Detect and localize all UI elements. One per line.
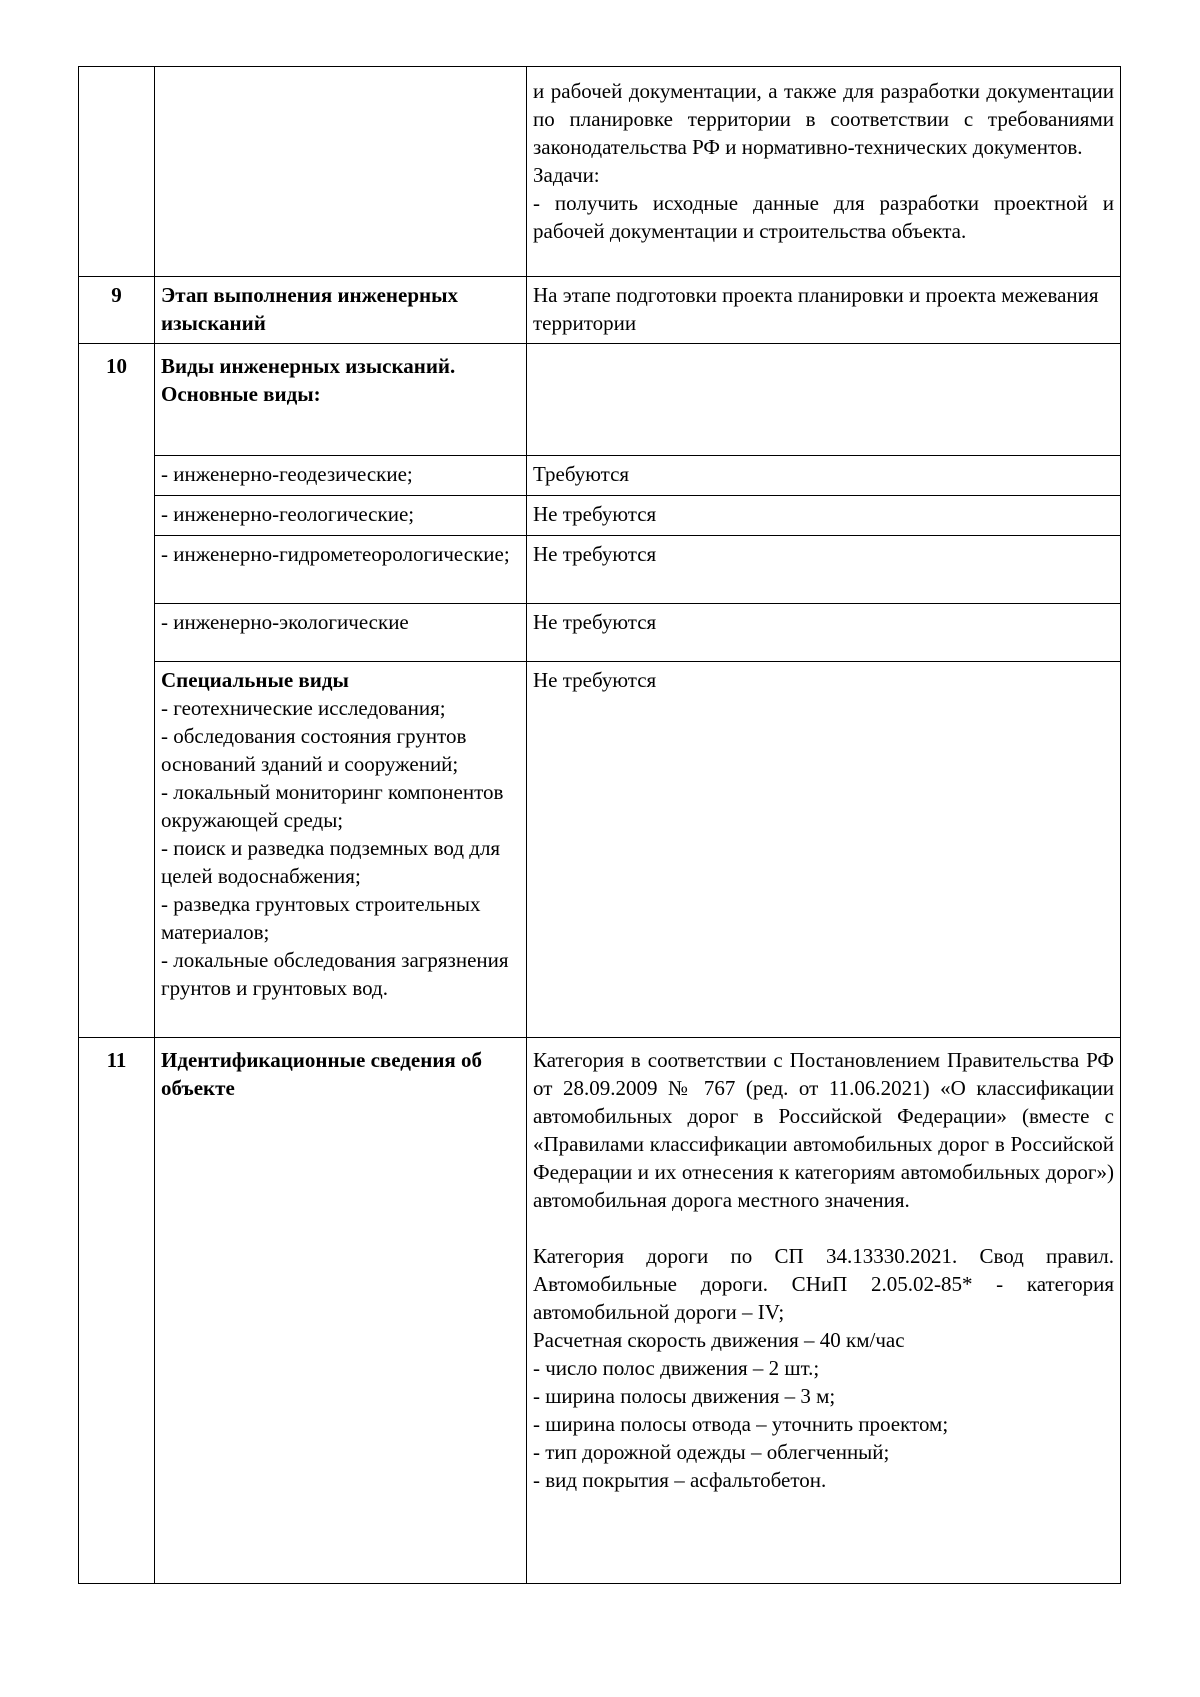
survey-type-name: - инженерно-экологические bbox=[155, 604, 527, 662]
special-type-item: - локальный мониторинг компонентов окружающей среды; bbox=[161, 780, 504, 832]
row-value-empty bbox=[527, 344, 1121, 456]
row-number: 10 bbox=[79, 344, 155, 1038]
special-types-title: Специальные виды bbox=[161, 668, 349, 692]
special-type-item: - обследования состояния грунтов оснований зданий и сооружений; bbox=[161, 724, 467, 776]
row-label: Этап выполнения инженерных изысканий bbox=[155, 277, 527, 344]
road-parameter: - число полос движения – 2 шт.; bbox=[533, 1356, 820, 1380]
tasks-heading: Задачи: bbox=[533, 163, 600, 187]
table-row-survey-type bbox=[79, 604, 1121, 662]
survey-type-value: Не требуются bbox=[527, 536, 1121, 604]
document-page bbox=[78, 66, 1120, 1584]
survey-type-value: Требуются bbox=[527, 456, 1121, 496]
road-parameter: - ширина полосы движения – 3 м; bbox=[533, 1384, 836, 1408]
row-number: 11 bbox=[79, 1038, 155, 1584]
paragraph-gap bbox=[533, 1214, 1114, 1242]
table-row-survey-type bbox=[79, 456, 1121, 496]
cell-num-empty bbox=[79, 67, 155, 277]
cell-label-empty bbox=[155, 67, 527, 277]
special-types-value: Не требуются bbox=[527, 662, 1121, 1038]
road-parameter: - вид покрытия – асфальтобетон. bbox=[533, 1468, 827, 1492]
row-label: Идентификационные сведения об объекте bbox=[155, 1038, 527, 1584]
special-type-item: - разведка грунтовых строительных материалов; bbox=[161, 892, 481, 944]
table-row-9 bbox=[79, 277, 1121, 344]
survey-type-value: Не требуются bbox=[527, 496, 1121, 536]
table-row-continuation bbox=[79, 67, 1121, 277]
table-row-11 bbox=[79, 1038, 1121, 1584]
row-label: Виды инженерных изысканий. Основные виды: bbox=[155, 344, 527, 456]
table-row-survey-type bbox=[79, 496, 1121, 536]
continuation-paragraph: и рабочей документации, а также для разработки документации по планировке территории в соответствии с требованиями законодательства РФ и нормативно-технических документов. bbox=[533, 79, 1114, 159]
object-identification-cell bbox=[527, 1038, 1121, 1584]
road-parameter: Расчетная скорость движения – 40 км/час bbox=[533, 1328, 905, 1352]
row-value: На этапе подготовки проекта планировки и проекта межевания территории bbox=[527, 277, 1121, 344]
cell-value-continuation bbox=[527, 67, 1121, 277]
tasks-item: - получить исходные данные для разработки проектной и рабочей документации и строительства объекта. bbox=[533, 191, 1114, 243]
category-paragraph: Категория в соответствии с Постановлением Правительства РФ от 28.09.2009 № 767 (ред. от 11.06.2021) «О классификации автомобильных дорог в Российской Федерации» (вместе с «Правилами классификации автомобильных дорог в Российской Федерации и их отнесения к категориям автомобильных дорог») автомобильная дорога местного значения. bbox=[533, 1048, 1114, 1212]
special-type-item: - геотехнические исследования; bbox=[161, 696, 446, 720]
special-type-item: - локальные обследования загрязнения грунтов и грунтовых вод. bbox=[161, 948, 509, 1000]
survey-type-value: Не требуются bbox=[527, 604, 1121, 662]
survey-type-name: - инженерно-геологические; bbox=[155, 496, 527, 536]
road-category-paragraph: Категория дороги по СП 34.13330.2021. Свод правил. Автомобильные дороги. СНиП 2.05.02-85* - категория автомобильной дороги – IV; bbox=[533, 1244, 1114, 1324]
table-row-special-types bbox=[79, 662, 1121, 1038]
special-type-item: - поиск и разведка подземных вод для целей водоснабжения; bbox=[161, 836, 501, 888]
survey-type-name: - инженерно-геодезические; bbox=[155, 456, 527, 496]
technical-assignment-table bbox=[78, 66, 1121, 1584]
road-parameter: - ширина полосы отвода – уточнить проектом; bbox=[533, 1412, 949, 1436]
special-types-cell bbox=[155, 662, 527, 1038]
row-number: 9 bbox=[79, 277, 155, 344]
table-row-survey-type bbox=[79, 536, 1121, 604]
road-parameter: - тип дорожной одежды – облегченный; bbox=[533, 1440, 890, 1464]
survey-type-name: - инженерно-гидрометеорологические; bbox=[155, 536, 527, 604]
table-row-10-header bbox=[79, 344, 1121, 456]
